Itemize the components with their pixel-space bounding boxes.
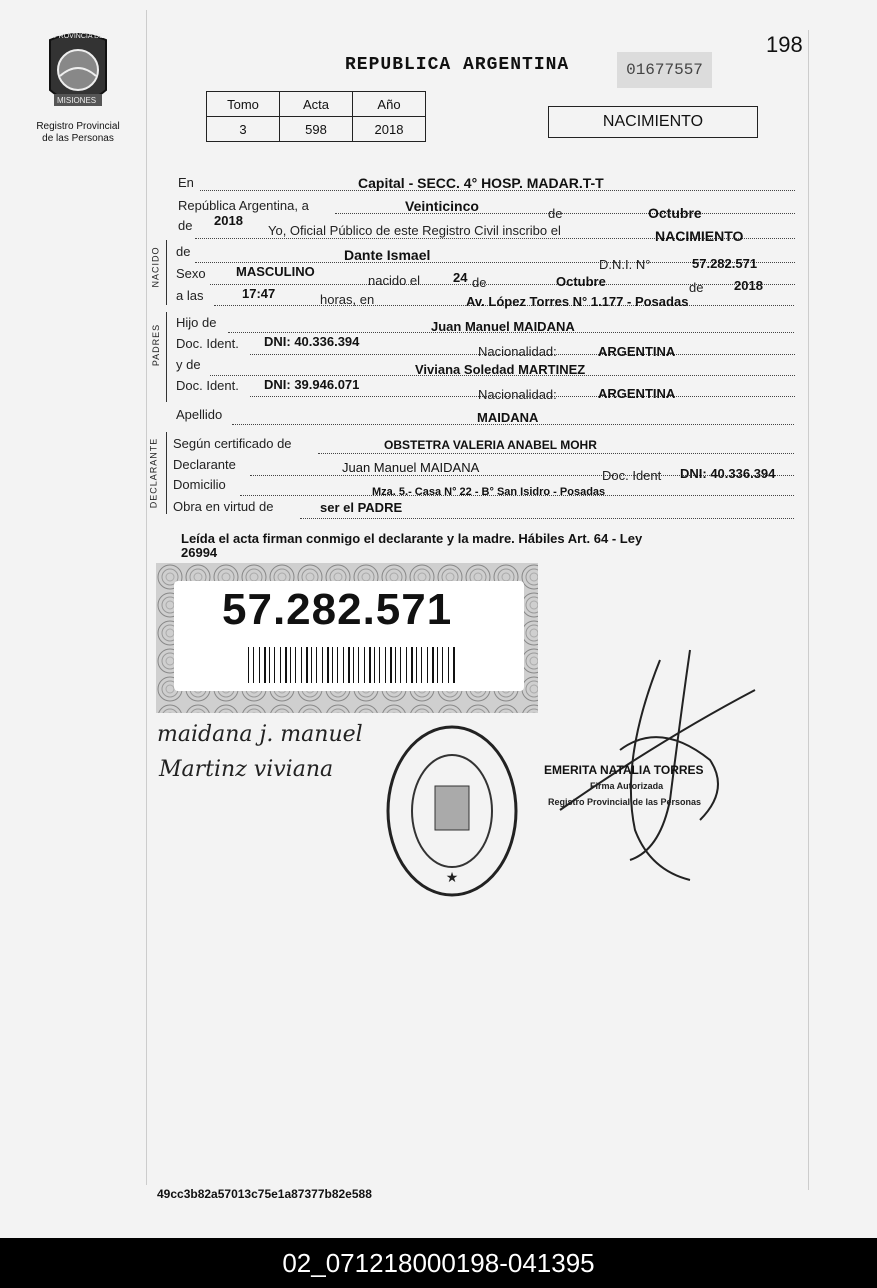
domicilio-label: Domicilio: [173, 477, 226, 492]
de-label-1: de: [548, 206, 563, 221]
sexo-value: MASCULINO: [236, 264, 315, 279]
barcode-bar: [290, 647, 291, 683]
barcode-bar: [379, 647, 380, 683]
birth-year: 2018: [734, 278, 763, 293]
closing-line-2: 26994: [181, 545, 218, 560]
record-header-tomo: Tomo: [207, 92, 280, 117]
barcode-bar: [248, 647, 249, 683]
child-dni: 57.282.571: [692, 256, 758, 271]
barcode-bar: [437, 647, 438, 683]
de-label-2: de: [178, 218, 193, 233]
barcode-bar: [348, 647, 350, 683]
inscribe-value: NACIMIENTO: [655, 228, 744, 244]
year-value: 2018: [214, 213, 243, 228]
official-seal: [383, 722, 521, 900]
emblem-text-bottom: MISIONES: [57, 96, 97, 105]
barcode-bar: [332, 647, 333, 683]
barcode-bar: [253, 647, 254, 683]
record-value-tomo: 3: [207, 117, 280, 142]
birth-de-label-b: de: [689, 280, 704, 295]
officer-text: Yo, Oficial Público de este Registro Civil inscribo el: [268, 223, 561, 238]
barcode-bar: [442, 647, 443, 683]
nac-label-2: Nacionalidad:: [478, 387, 557, 402]
child-de-label: de: [176, 244, 191, 259]
act-type-box: NACIMIENTO: [548, 106, 758, 138]
barcode-bar: [295, 647, 296, 683]
obra-label: Obra en virtud de: [173, 499, 274, 514]
section-divider-padres: [166, 312, 167, 402]
barcode-bar: [369, 647, 371, 683]
barcode-bar: [390, 647, 392, 683]
barcode-bar: [322, 647, 323, 683]
birth-place: Av. López Torres N° 1.177 - Posadas: [466, 294, 689, 309]
barcode-bar: [301, 647, 302, 683]
barcode-bar: [385, 647, 386, 683]
cert-dots: [318, 453, 794, 454]
parent-signature-2: Martinz viviana: [159, 757, 334, 782]
page-number: 198: [766, 32, 803, 57]
en-label: En: [178, 175, 194, 190]
section-divider-nacido: [166, 240, 167, 305]
decl-name: Juan Manuel MAIDANA: [342, 460, 480, 475]
barcode-bar: [327, 647, 329, 683]
birth-day: 24: [453, 270, 468, 285]
record-header-ano: Año: [353, 92, 426, 117]
nacido-label: nacido el: [368, 273, 421, 288]
svg-text:★: ★: [445, 869, 459, 885]
birth-month: Octubre: [556, 274, 606, 289]
republica-dots: [335, 213, 795, 214]
hijo-label: Hijo de: [176, 315, 217, 330]
en-value: Capital - SECC. 4° HOSP. MADAR.T-T: [358, 175, 604, 191]
left-margin-line: [146, 10, 147, 1185]
barcode-bar: [406, 647, 407, 683]
officer-name: EMERITA NATALIA TORRES: [544, 763, 704, 777]
barcode-bar: [416, 647, 417, 683]
record-value-ano: 2018: [353, 117, 426, 142]
barcode-bar: [264, 647, 266, 683]
barcode-bar: [453, 647, 455, 683]
yde-label: y de: [176, 357, 201, 372]
section-label-declarante: DECLARANTE: [148, 437, 159, 509]
mother-doc: DNI: 39.946.071: [264, 377, 360, 392]
record-table: [206, 91, 426, 142]
barcode-bar: [395, 647, 396, 683]
doc-label-2: Doc. Ident.: [176, 378, 239, 393]
record-value-acta: 598: [280, 117, 353, 142]
document-title: REPUBLICA ARGENTINA: [345, 55, 570, 75]
barcode-bar: [337, 647, 338, 683]
officer-title: Firma Autorizada: [590, 781, 664, 791]
horas-label: horas, en: [320, 292, 375, 307]
obra-value: ser el PADRE: [320, 500, 403, 515]
section-label-nacido: NACIDO: [150, 246, 161, 288]
barcode-bar: [427, 647, 428, 683]
domicilio-value: Mza. 5.- Casa N° 22 - B° San Isidro - Posadas: [372, 486, 606, 498]
birth-time: 17:47: [242, 286, 276, 301]
day-value: Veinticinco: [405, 198, 479, 214]
decl-label: Declarante: [173, 457, 236, 472]
document-hash: 49cc3b82a57013c75e1a87377b82e588: [157, 1187, 372, 1201]
mother-nationality: ARGENTINA: [598, 386, 676, 401]
emblem-text-top: PROVINCIA DE: [54, 33, 104, 40]
alas-label: a las: [176, 288, 204, 303]
officer-org: Registro Provincial de las Personas: [548, 797, 702, 807]
barcode-bar: [411, 647, 413, 683]
cert-value: OBSTETRA VALERIA ANABEL MOHR: [384, 438, 597, 452]
parent-signature-1: maidana j. manuel: [157, 722, 363, 747]
father-nationality: ARGENTINA: [598, 344, 676, 359]
barcode: [248, 647, 458, 683]
barcode-bar: [353, 647, 354, 683]
sexo-dots: [210, 284, 795, 285]
sticker-dni-number: 57.282.571: [222, 585, 453, 634]
record-header-acta: Acta: [280, 92, 353, 117]
section-divider-declarante: [166, 432, 167, 514]
right-edge-line: [808, 30, 809, 1190]
serial-number: 01677557: [617, 52, 712, 88]
dni-sticker: [156, 563, 538, 713]
barcode-bar: [311, 647, 312, 683]
barcode-bar: [400, 647, 401, 683]
barcode-bar: [316, 647, 317, 683]
section-label-padres: PADRES: [151, 323, 162, 367]
dni-label: D.N.I. N°: [599, 257, 651, 272]
registry-name: Registro Provincial de las Personas: [36, 121, 120, 144]
barcode-bar: [421, 647, 422, 683]
barcode-bar: [280, 647, 281, 683]
barcode-bar: [285, 647, 287, 683]
nac-label-1: Nacionalidad:: [478, 344, 557, 359]
birth-de-label-a: de: [472, 275, 487, 290]
obra-dots: [300, 518, 794, 519]
doc-label-1: Doc. Ident.: [176, 336, 239, 351]
barcode-bar: [274, 647, 275, 683]
barcode-bar: [269, 647, 270, 683]
barcode-bar: [358, 647, 359, 683]
decl-doc-label: Doc. Ident: [602, 468, 662, 483]
month-value: Octubre: [648, 205, 702, 221]
barcode-bar: [259, 647, 260, 683]
barcode-bar: [343, 647, 344, 683]
footer-code: 02_071218000198-041395: [0, 1238, 877, 1288]
sexo-label: Sexo: [176, 266, 206, 281]
surname: MAIDANA: [477, 410, 539, 425]
barcode-bar: [432, 647, 434, 683]
father-doc: DNI: 40.336.394: [264, 334, 360, 349]
decl-doc: DNI: 40.336.394: [680, 466, 776, 481]
mother-name: Viviana Soledad MARTINEZ: [415, 362, 586, 377]
apellido-label: Apellido: [176, 407, 223, 422]
barcode-bar: [306, 647, 308, 683]
closing-line-1: Leída el acta firman conmigo el declarante y la madre. Hábiles Art. 64 - Ley: [181, 531, 643, 546]
father-name: Juan Manuel MAIDANA: [431, 319, 575, 334]
barcode-bar: [374, 647, 375, 683]
barcode-bar: [364, 647, 365, 683]
republica-label: República Argentina, a: [178, 198, 309, 213]
barcode-bar: [448, 647, 449, 683]
child-name: Dante Ismael: [344, 247, 431, 263]
cert-label: Según certificado de: [173, 436, 292, 451]
